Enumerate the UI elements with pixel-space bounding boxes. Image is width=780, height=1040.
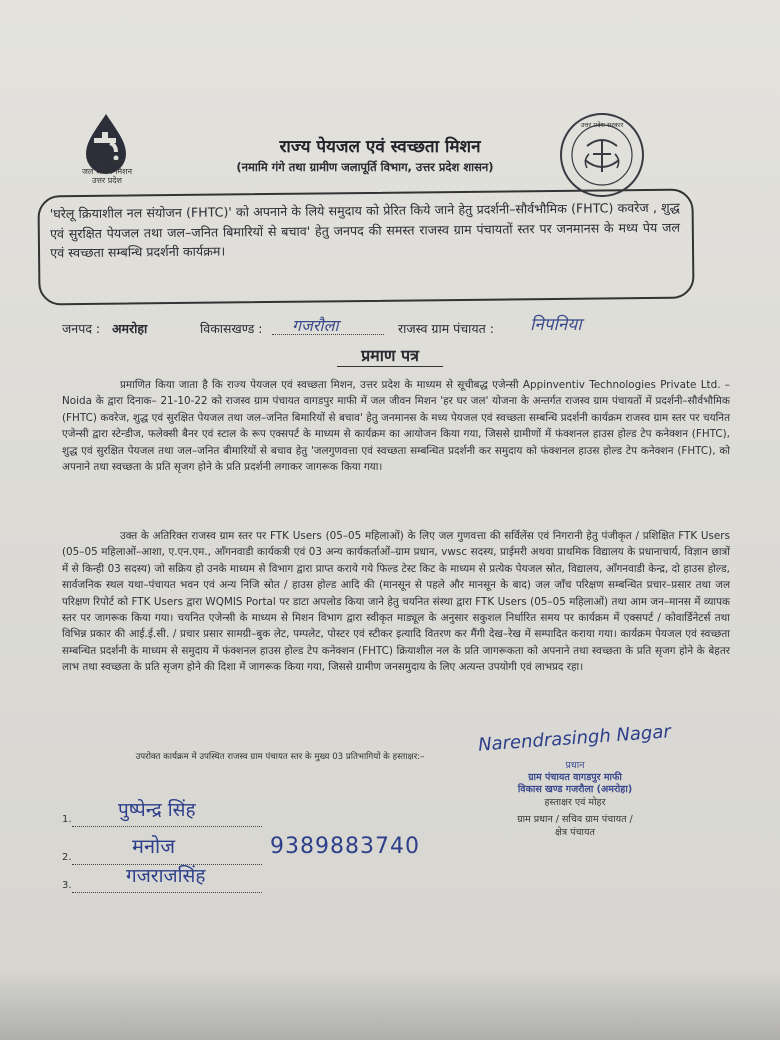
certificate-title: प्रमाण पत्र: [361, 346, 419, 365]
body-paragraph-1: प्रमाणित किया जाता है कि राज्य पेयजल एवं स्वच्छता मिशन, उत्तर प्रदेश के माध्यम से सूचीबद्ध एजेन्सी Appinventiv Technologies Private Ltd. – Noida के द्वारा दिनाक– 21-10-22 को राजस्व ग्राम पंचायत वागडपुर माफी में जल जीवन मिशन 'हर घर जल' योजना के अन्तर्गत राजस्व ग्राम पंचायतों में प्रदर्शनी–सौर्वभौमिक (FHTC) कवरेज, शुद्ध एवं सुरक्षित पेयजल तथा जल–जनित बिमारियों से बचाव' हेतु जनमानस के मध्य पेयजल एवं स्वच्छता सम्बन्धि प्रदर्शनी कार्यक्रम राजस्व ग्राम स्तर पर चयनित एजेन्सी द्वारा स्टेन्डीज, फलेक्सी बैनर एवं स्टाल के रूप एक्सपर्ट के माध्यम से कार्यक्रम का आयोजन किया गया, जिससे ग्रामीणों में फंक्शनल हाउस होल्ड टेप कनेक्शन (FHTC), शुद्ध एवं सुरक्षित पेयजल तथा जल–जनित बीमारियों से बचाव हेतु 'जलगुणवत्ता एवं स्वच्छता सम्बन्धित प्रदर्शनी कर समुदाय को फंक्शनल हाउस होल्ड टेप कनेक्शन (FHTC), को अपनाने तथा स्वच्छता के प्रति सृजग होने के प्रति प्रदर्शनी लगाकर जागरूक किया गया।: [62, 379, 730, 474]
page-shadow: [0, 970, 780, 1040]
body-paragraph-2: उक्त के अतिरिक्त राजस्व ग्राम स्तर पर FTK Users (05–05 महिलाओं) के लिए जल गुणवत्ता की सर्विलेंस एवं निगरानी हेतु पंजीकृत / प्रशिक्षित FTK Users (05–05 महिलाओं–आशा, ए.एन.एम., आँगनवाडी कार्यकत्री एवं 03 अन्य कार्यकर्ताओं–ग्राम प्रधान, vwsc सदस्य, प्राईमरी अथवा प्राथमिक विद्यालय के प्रधानाचार्य, विज्ञान छात्रों में से किन्ही 03 सदस्य) जो सक्रिय हो उनके माध्यम से विभाग द्वारा प्राप्त कराये गये फिल्ड टेस्ट किट के माध्यम से प्रत्येक पेयजल स्रोत, विद्यालय, आँगनवाडी केन्द्र, दो हाउस होल्ड, सार्वजनिक स्थल यथा–पंचायत भवन एवं अन्य निजि स्रोत / हाउस होल्ड आदि की (मानसून से पहले और मानसून के बाद) जल जाँच परिक्षण सम्बन्धित प्रचार–प्रसार तथा जल परिक्षण रिपोर्ट को FTK Users द्वारा WQMIS Portal पर डाटा अपलोड किया जाने हेतु चयनित संस्था द्वारा FTK Users (05–05 महिलाओं) तथा आम जन–मानस में व्यापक स्तर पर जागरूक किया गया। चयनित एजेन्सी के माध्यम से मिशन विभाग द्वारा स्वीकृत माड्यूल के अनुसार सकुशल निर्धारित समय पर कार्यक्रम में एक्सपर्ट / कोवार्डिनेटर्स तथा विभिन्न प्रकार की आई.ई.सी. / प्रचार प्रसार सामग्री–बुक लेट, पम्पलेट, पोस्टर एवं स्टीकर इत्यादि वितरण कर मैंगी देख–रेख में सम्पादित कराया गया। कार्यक्रम पेयजल एवं स्वच्छता सम्बन्धित प्रदर्शनी के माध्यम से समुदाय में फंक्शनल हाउस होल्ड टेप कनेक्शन (FHTC) क्रियाशील नल के प्रति जागरूकता को अपनाने तथा स्वच्छता के प्रति सृजग होने के बेहतर लाभ तथा स्वच्छता के प्रति सृजग होने की दिशा में जागरूक किया गया, जिससे ग्रामीण जनसमुदाय के लिए अत्यन्त उपयोगी एवं लाभप्रद रहा।: [62, 530, 730, 674]
sig-number-3: 3.: [62, 880, 72, 891]
panchayat-value: निपनिया: [530, 315, 582, 335]
logo-caption: [52, 158, 162, 185]
district-value: अमरोहा: [112, 321, 148, 336]
page-title: राज्य पेयजल एवं स्वच्छता मिशन: [279, 137, 481, 157]
participant-signature-3: गजराजसिंह: [126, 865, 206, 887]
logo-caption-line: उत्तर प्रदेश: [92, 176, 122, 185]
designation-2: क्षेत्र पंचायत: [555, 827, 595, 838]
sig-number-2: 2.: [62, 852, 72, 863]
logo-caption-line: जल जीवन मिशन: [81, 167, 133, 176]
participant-signature-2: मनोज: [132, 834, 176, 858]
participant-signature-1: पुष्पेन्द्र सिंह: [118, 799, 196, 821]
stamp-line: ग्राम पंचायत वागडपुर माफी: [528, 772, 622, 783]
page-subtitle: (नमामि गंगे तथा ग्रामीण जलापूर्ति विभाग, उत्तर प्रदेश शासन): [236, 160, 494, 174]
designation: ग्राम प्रधान / सचिव ग्राम पंचायत /: [517, 814, 633, 825]
stamp-line: प्रधान: [565, 760, 585, 771]
panchayat-label: राजस्व ग्राम पंचायत :: [398, 321, 494, 336]
block-dotted-line: [272, 334, 384, 335]
district-label: जनपद :: [62, 321, 101, 336]
certificate-underline: [337, 366, 443, 367]
pradhan-signature: Narendrasingh Nagar: [477, 721, 672, 756]
sig-line-3: [72, 892, 262, 893]
banner-text: 'घरेलू क्रियाशील नल संयोजन (FHTC)' को अपनाने के लिये समुदाय को प्रेरित किये जाने हेतु प्रदर्शनी–सौर्वभौमिक (FHTC) कवरेज , शुद्ध एवं सुरक्षित पेयजल तथा जल–जनित बिमारियों से बचाव' हेतु जनपद की समस्त राजस्व ग्राम पंचायतों स्तर पर जनमानस के मध्य पेय जल एवं स्वच्छता सम्बन्धि प्रदर्शनी कार्यक्रम।: [49, 199, 681, 261]
stamp-line: विकास खण्ड गजरौला (अमरोहा): [517, 784, 633, 795]
block-value: गजरौला: [292, 316, 339, 335]
pradhan-stamp: [470, 760, 680, 839]
seal-text: उत्तर प्रदेश सरकार: [580, 121, 624, 129]
sig-line-1: [72, 826, 262, 827]
sig-number-1: 1.: [62, 814, 72, 825]
participant-phone: 9389883740: [270, 834, 420, 859]
block-label: विकासखण्ड :: [200, 321, 263, 336]
seal-label: हस्ताक्षर एवं मोहर: [544, 797, 606, 808]
logo-caption-line: हर घर जल: [91, 158, 123, 167]
participants-note: उपरोक्त कार्यक्रम में उपस्थित राजस्व ग्राम पंचायत स्तर के मुख्य 03 प्रतिभागियों के हस्ताक्षर:–: [135, 752, 425, 762]
